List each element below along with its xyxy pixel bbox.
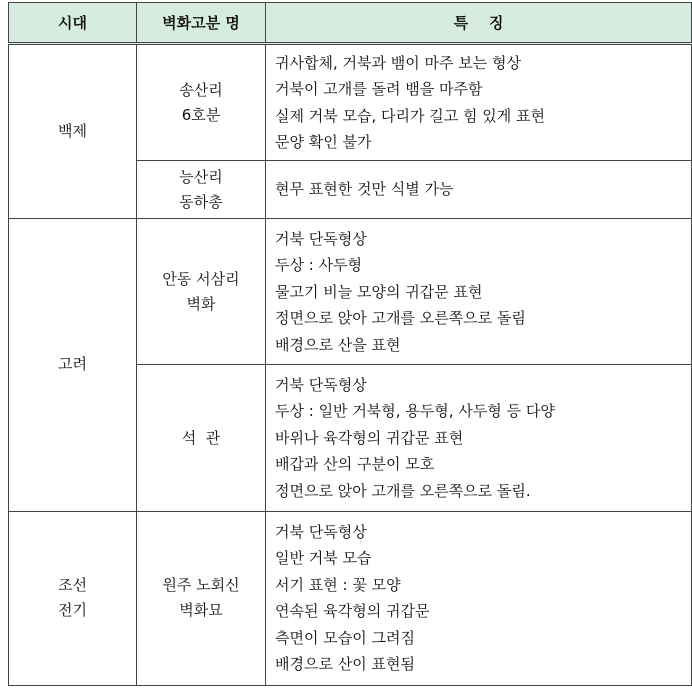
feature-line: 배갑과 산의 구분이 모호 bbox=[275, 455, 435, 474]
feature-line: 일반 거북 모습 bbox=[275, 549, 372, 568]
feature-line: 문양 확인 불가 bbox=[275, 133, 372, 152]
tomb-name-line: 송산리 bbox=[179, 80, 223, 99]
tomb-name-line: 동하총 bbox=[179, 192, 223, 211]
features-cell bbox=[266, 161, 692, 219]
tomb-name-line: 안동 서삼리 bbox=[162, 269, 240, 288]
table-row bbox=[9, 44, 692, 161]
tomb-name-cell bbox=[137, 161, 266, 219]
feature-line: 연속된 육각형의 귀갑문 bbox=[275, 602, 430, 621]
header-tomb: 벽화고분 명 bbox=[137, 3, 266, 44]
tomb-name-cell bbox=[137, 219, 266, 365]
tomb-name-cell bbox=[137, 44, 266, 161]
header-features: 특 징 bbox=[266, 3, 692, 44]
feature-line: 배경으로 산이 표현됨 bbox=[275, 655, 415, 674]
tomb-name-cell bbox=[137, 511, 266, 685]
era-cell: 백제 bbox=[9, 44, 137, 219]
feature-line: 물고기 비늘 모양의 귀갑문 표현 bbox=[275, 282, 483, 301]
tomb-name-cell bbox=[137, 365, 266, 511]
table-header-row bbox=[9, 3, 692, 44]
table-row bbox=[9, 511, 692, 685]
feature-line: 거북 단독형상 bbox=[275, 375, 367, 394]
era-line: 조선 bbox=[58, 576, 87, 595]
tomb-name-line: 원주 노회신 bbox=[162, 576, 240, 595]
tomb-name-line: 6호분 bbox=[181, 105, 221, 124]
feature-line: 정면으로 앉아 고개를 오른쪽으로 돌림 bbox=[275, 309, 526, 328]
feature-line: 귀사합체, 거북과 뱀이 마주 보는 형상 bbox=[275, 53, 521, 72]
feature-line: 현무 표현한 것만 식별 가능 bbox=[275, 180, 454, 199]
era-line: 전기 bbox=[58, 601, 87, 620]
feature-line: 배경으로 산을 표현 bbox=[275, 335, 401, 354]
feature-line: 서기 표현 : 꽃 모양 bbox=[275, 575, 401, 594]
header-era: 시대 bbox=[9, 3, 137, 44]
features-cell bbox=[266, 365, 692, 511]
tomb-name-line: 능산리 bbox=[179, 167, 223, 186]
feature-line: 실제 거북 모습, 다리가 길고 힘 있게 표현 bbox=[275, 106, 545, 125]
feature-line: 거북이 고개를 돌려 뱀을 마주함 bbox=[275, 80, 483, 99]
feature-line: 정면으로 앉아 고개를 오른쪽으로 돌림. bbox=[275, 481, 531, 500]
tomb-name-line: 석 관 bbox=[181, 428, 221, 447]
tomb-name-line: 벽화 bbox=[186, 294, 216, 313]
feature-line: 거북 단독형상 bbox=[275, 229, 367, 248]
feature-line: 측면이 모습이 그려짐 bbox=[275, 628, 415, 647]
feature-line: 두상 : 사두형 bbox=[275, 256, 363, 275]
features-cell bbox=[266, 44, 692, 161]
features-cell bbox=[266, 219, 692, 365]
tomb-name-line: 벽화묘 bbox=[179, 601, 223, 620]
feature-line: 두상 : 일반 거북형, 용두형, 사두형 등 다양 bbox=[275, 402, 555, 421]
era-cell: 고려 bbox=[9, 219, 137, 511]
table-row bbox=[9, 219, 692, 365]
feature-line: 거북 단독형상 bbox=[275, 522, 367, 541]
feature-line: 바위나 육각형의 귀갑문 표현 bbox=[275, 428, 464, 447]
tomb-mural-table bbox=[8, 2, 692, 686]
era-cell bbox=[9, 511, 137, 685]
features-cell bbox=[266, 511, 692, 685]
